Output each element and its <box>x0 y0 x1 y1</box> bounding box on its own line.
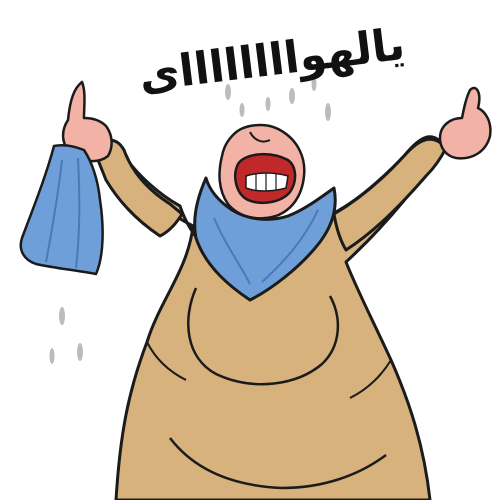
tear-drop <box>50 348 55 364</box>
handkerchief <box>21 145 103 274</box>
right-arm <box>334 88 490 250</box>
right-hand <box>440 88 490 158</box>
caption-text: يالهوااااااااى <box>136 18 408 103</box>
tear-drop <box>77 343 83 361</box>
tear-drop <box>325 103 331 121</box>
teeth <box>246 173 288 191</box>
right-sleeve <box>334 139 446 250</box>
head <box>220 125 305 218</box>
tear-drop <box>59 307 65 325</box>
